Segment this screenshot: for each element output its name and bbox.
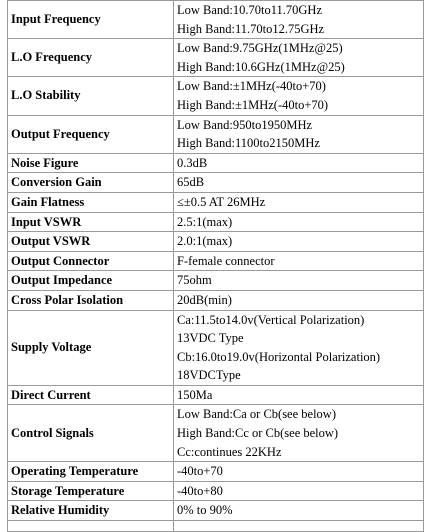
spec-row bbox=[8, 192, 424, 212]
spec-param-label: Relative Humidity bbox=[8, 501, 174, 521]
spec-value-line: Low Band:10.70to11.70GHz bbox=[177, 3, 323, 17]
spec-value-cell bbox=[174, 173, 424, 193]
spec-param-label: L.O Frequency bbox=[8, 39, 174, 77]
spec-row bbox=[8, 173, 424, 193]
spec-param-label: Conversion Gain bbox=[8, 173, 174, 193]
spec-value-line: 18VDCType bbox=[177, 368, 241, 383]
spec-value-line: 13VDC Type bbox=[177, 331, 244, 346]
spec-param-label: Output Frequency bbox=[8, 115, 174, 153]
spec-table bbox=[7, 0, 424, 532]
spec-param-label: L.O Stability bbox=[8, 77, 174, 115]
spec-param-label: Output VSWR bbox=[8, 232, 174, 252]
spec-value-line: Cc:continues 22KHz bbox=[177, 444, 282, 459]
spec-param-label: Direct Current bbox=[8, 385, 174, 405]
spec-param-label: Noise Figure bbox=[8, 153, 174, 173]
spec-value-line: 75ohm bbox=[177, 273, 212, 288]
spec-value-line: 2.5:1(max) bbox=[177, 214, 233, 229]
spec-value-cell bbox=[174, 462, 424, 482]
spec-row bbox=[8, 481, 424, 501]
spec-row bbox=[8, 290, 424, 310]
spec-value-line: High Band:±1MHz(-40to+70) bbox=[177, 97, 329, 112]
spec-value-line: 2.0:1(max) bbox=[177, 234, 233, 249]
spec-row bbox=[8, 115, 424, 153]
spec-value-line: 65dB bbox=[177, 175, 205, 190]
spec-value-line: -40to+70 bbox=[177, 464, 223, 479]
spec-value-cell bbox=[174, 385, 424, 405]
spec-value-line: Low Band:±1MHz(-40to+70) bbox=[177, 79, 326, 94]
spec-value-cell bbox=[174, 1, 424, 39]
spec-value-line: 0.3dB bbox=[177, 155, 208, 170]
spec-param-label: Output Connector bbox=[8, 251, 174, 271]
spec-row bbox=[8, 251, 424, 271]
spec-value-cell bbox=[174, 115, 424, 153]
spec-value-cell bbox=[174, 192, 424, 212]
spec-value-cell bbox=[174, 153, 424, 173]
spec-param-label: Input VSWR bbox=[8, 212, 174, 232]
spec-param-label: Output Impedance bbox=[8, 271, 174, 291]
spec-value-line: High Band:11.70to12.75GHz bbox=[177, 21, 325, 36]
spec-row bbox=[8, 310, 424, 385]
spec-value-cell bbox=[174, 212, 424, 232]
spec-row bbox=[8, 405, 424, 462]
spec-value-line: -40to+80 bbox=[177, 483, 223, 498]
spec-row bbox=[8, 1, 424, 39]
spec-value-line: 0% to 90% bbox=[177, 503, 233, 518]
spec-param-label: Input Frequency bbox=[8, 1, 174, 39]
spec-value-cell bbox=[174, 501, 424, 521]
spec-param-label: Cross Polar Isolation bbox=[8, 290, 174, 310]
spec-value-line: 20dB(min) bbox=[177, 292, 232, 307]
spec-value-cell bbox=[174, 310, 424, 385]
spec-row bbox=[8, 39, 424, 77]
spec-value-line: High Band:10.6GHz(1MHz@25) bbox=[177, 59, 345, 74]
spec-value-line: Cb:16.0to19.0v(Horizontal Polarization) bbox=[177, 349, 381, 364]
spec-value-cell bbox=[174, 521, 424, 532]
spec-value-cell bbox=[174, 481, 424, 501]
spec-value-line: Low Band:9.75GHz(1MHz@25) bbox=[177, 41, 343, 56]
spec-row bbox=[8, 385, 424, 405]
spec-row bbox=[8, 153, 424, 173]
spec-param-label: Storage Temperature bbox=[8, 481, 174, 501]
spec-row bbox=[8, 462, 424, 482]
spec-value-line: F-female connector bbox=[177, 253, 275, 268]
spec-param-label: Control Signals bbox=[8, 405, 174, 462]
spec-value-cell bbox=[174, 271, 424, 291]
spec-value-line: High Band:Cc or Cb(see below) bbox=[177, 426, 339, 441]
spec-row-cutoff bbox=[8, 521, 424, 532]
spec-value-line: Ca:11.5to14.0v(Vertical Polarization) bbox=[177, 312, 365, 327]
spec-param-label: Gain Flatness bbox=[8, 192, 174, 212]
spec-value-line: Low Band:950to1950MHz bbox=[177, 117, 313, 132]
spec-value-cell bbox=[174, 290, 424, 310]
spec-value-cell bbox=[174, 251, 424, 271]
spec-value-cell bbox=[174, 77, 424, 115]
spec-value-line: 150Ma bbox=[177, 387, 213, 402]
spec-row bbox=[8, 212, 424, 232]
spec-row bbox=[8, 232, 424, 252]
spec-value-line: High Band:1100to2150MHz bbox=[177, 136, 320, 151]
spec-value-line: Low Band:Ca or Cb(see below) bbox=[177, 407, 336, 422]
spec-param-label bbox=[8, 521, 174, 532]
spec-row bbox=[8, 77, 424, 115]
spec-row bbox=[8, 271, 424, 291]
spec-table-body bbox=[8, 1, 424, 532]
spec-param-label: Operating Temperature bbox=[8, 462, 174, 482]
spec-value-cell bbox=[174, 232, 424, 252]
spec-value-cell bbox=[174, 405, 424, 462]
spec-value-cell bbox=[174, 39, 424, 77]
spec-value-line: ≤±0.5 AT 26MHz bbox=[177, 194, 266, 209]
spec-param-label: Supply Voltage bbox=[8, 310, 174, 385]
spec-row bbox=[8, 501, 424, 521]
